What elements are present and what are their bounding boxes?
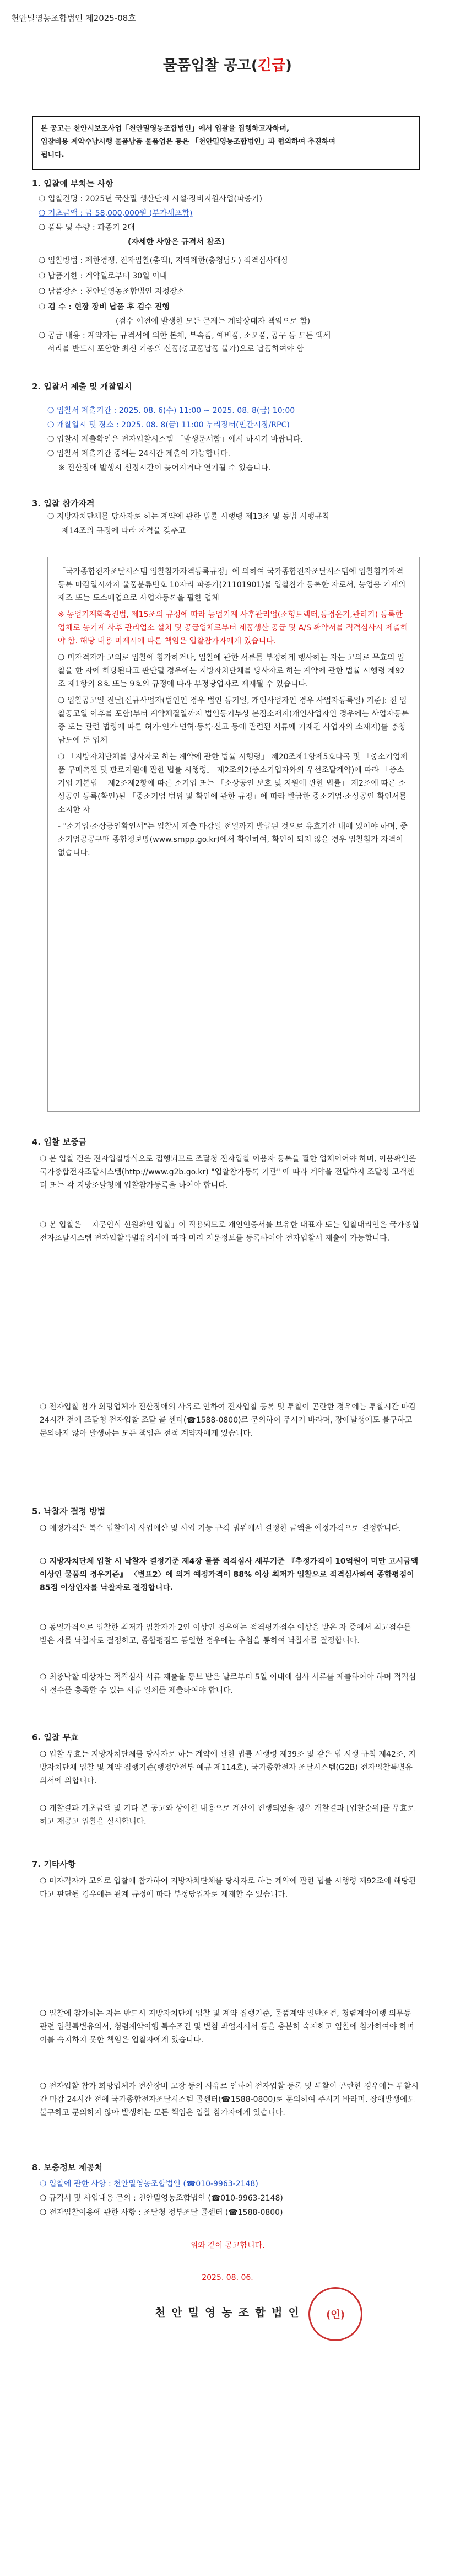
paragraph: ❍ 「지방자치단체를 당사자로 하는 계약에 관한 법률 시행령」 제20조제1항제5호다목 및 「중소기업제품 구매촉진 및 판로지원에 관한 법률 시행령」 제2조의2(중소기업자와의 우선조달계약)에 따라 「중소기업 기본법」 제2조제2항에 따른 소기업 또는 「소상공인 보호 및 지원에 관한 법률」 제2조에 따른 소상공인 등록(확인)된 「중소기업 범위 및 확인에 관한 규정」에 따라 발급한 중소기업·소상공인 확인서를 소지한 자 (58, 753, 408, 814)
section-heading: 3. 입찰 참가자격 (32, 498, 95, 508)
title-end: ) (285, 57, 292, 74)
summary-line: 됩니다. (41, 151, 64, 159)
section-heading: 6. 입찰 무효 (32, 1732, 79, 1742)
list-item: ❍ 품목 및 수량 : 파종기 2대 (39, 223, 135, 232)
paragraph: ❍ 최종낙찰 대상자는 적격심사 서류 제출을 통보 받은 날로부터 5일 이내에 심사 서류를 제출하여야 하며 적격심사 절수를 충족할 수 있는 서류 일체를 제출하여야 합니다. (40, 1673, 416, 1695)
list-item: 서리를 반드시 포함한 최신 기종의 신품(중고품납품 불가)으로 납품하여야 함 (47, 345, 304, 353)
list-note: (검수 이전에 발생한 모든 문제는 계약상대자 책임으로 함) (116, 317, 311, 326)
contact-item (40, 2178, 258, 2190)
paragraph: ❍ 입찰에 참가하는 자는 반드시 지방자치단체 입찰 및 계약 집행기준, 물품계약 일반조건, 청렴계약이행 의무등 관련 입찰특별유의서, 청렴계약이행 특수조건 및 별첨 과업지시서 등을 충분히 숙지하고 입찰에 참가하여야 하며 이를 숙지하지 못한 책임은 입찰자에게 있습니다. (40, 2009, 414, 2044)
paragraph: ❍ 미자격자가 고의로 입찰에 참가하거나, 입찰에 관한 서류를 부정하게 행사하는 자는 고의로 무효의 입찰을 한 자에 해당된다고 판단될 경우에는 지방자치단체를 당사자로 하는 계약에 관한 법률 시행령 제92조 제1항의 8호 또는 9호의 규정에 따라 부정당업자로 제재될 수 있습니다. (58, 653, 405, 689)
list-item: 제14조의 규정에 따라 자격을 갖추고 (62, 527, 186, 535)
summary-line: 본 공고는 천안시보조사업「천안밀영농조합법인」에서 입찰을 집행하고자하며, (41, 125, 289, 133)
paragraph: ❍ 지방자치단체 입찰 시 낙찰자 결정기준 제4장 물품 적격심사 세부기준 『추정가격이 10억원이 미만 고시금액 이상인 물품의 경우기준』 〈별표2〉에 의거 예정가격이 88% 이상 최저가 입찰으로 적격심사하여 종합평점이 85점 이상인자를 낙찰자로 결정합니다. (40, 1557, 419, 1592)
contact-text: ❍ 전자입찰이용에 관한 사항 : 조달청 정부조달 콜센터 (☎1588-0800) (40, 2208, 283, 2217)
issuer-name: 천 안 밀 영 농 조 합 법 인 (155, 2306, 300, 2319)
document-number: 천안밀영농조합법인 제2025-08호 (11, 13, 136, 23)
summary-line: 입찰비용 계약수납시행 물품납품 물품업은 등은 「천안밀영농조합법인」과 협의하여 추진하여 (41, 138, 335, 146)
page-title (0, 54, 455, 74)
contact-text: ❍ 규격서 및 사업내용 문의 : 천안밀영농조합법인 (☎010-9963-2148) (40, 2194, 283, 2203)
paragraph: ❍ 예정가격은 복수 입찰에서 사업예산 및 사업 기능 규격 범위에서 결정한 금액을 예정가격으로 결정합니다. (40, 1524, 402, 1533)
paragraph: ❍ 미자격자가 고의로 입찰에 참가하여 지방자치단체를 당사자로 하는 계약에 관한 법률 시행령 제92조에 해당된다고 판단될 경우에는 관계 규정에 따라 부정당업자로 제재할 수 있습니다. (40, 1877, 416, 1899)
paragraph: 「국가종합전자조달시스템 입찰참가자격등록규정」에 의하여 국가종합전자조달시스템에 입찰참가자격등록 마감일시까지 물품분류번호 10자리 파종기(21101901)를 입찰참가 등록한 자로서, 농업용 기계의 제조 또는 도소매업으로 사업자등록을 필한 업체 (58, 567, 406, 603)
list-item: ❍ 납품장소 : 천안밀영농조합법인 지정장소 (39, 287, 185, 296)
section-heading: 1. 입찰에 부치는 사항 (32, 179, 113, 189)
list-item: ❍ 개찰일시 및 장소 : 2025. 08. 8(금) 11:00 누리장터(민간시장/RPC) (47, 421, 290, 430)
list-item: ❍ 입찰방법 : 제한경쟁, 전자입찰(총액), 지역제한(충청남도) 적격심사대상 (39, 256, 289, 265)
warning-paragraph: ※ 농업기계화촉진법, 제15조의 규정에 따라 농업기계 사후관리업(소형트랙터,등경운기,관리기) 등록한 업체로 농기계 사후 관리업소 설치 및 공급업체로부터 제품생산 공급 및 A/S 확약서를 적격심사시 제출해야 함. 해당 내용 미제시에 따른 책임은 입찰참가자에게 있습니다. (58, 610, 408, 646)
paragraph: ❍ 입찰 무효는 지방자치단체를 당사자로 하는 계약에 관한 법률 시행령 제39조 및 같은 법 시행 규칙 제42조, 지방자치단체 입찰 및 계약 집행기준(행정안전부 예규 제114호), 국가종합전자 조달시스템(G2B) 전자입찰특별유의서에 의합니다. (40, 1750, 416, 1785)
list-item: ❍ 입찰서 제출확인은 전자입찰시스템 「발생문서함」에서 하시기 바랍니다. (47, 435, 303, 444)
paragraph: ❍ 전자입찰 참가 희망업체가 전산장애의 사유로 인하여 전자입찰 등록 및 투찰이 곤란한 경우에는 투찰시간 마감 24시간 전에 조달청 전자입찰 조달 콜 센터(☎1588-0800)로 문의하여 주시기 바라며, 장애발생에도 불구하고 문의하지 않아 발생하는 모든 책임은 전적 계약자에게 있습니다. (40, 1403, 416, 1438)
contact-text: ❍ 입찰에 관한 사항 : 천안밀영농조합법인 (☎010-9963-2148) (40, 2180, 258, 2188)
issue-date: 2025. 08. 06. (202, 2273, 253, 2282)
summary-box (32, 116, 420, 170)
closing-text: 위와 같이 공고합니다. (190, 2241, 265, 2250)
list-item: ❍ 기초금액 : 금 58,000,000원 (부가세포함) (39, 209, 193, 218)
list-item: ❍ 납품기한 : 계약일로부터 30일 이내 (39, 272, 167, 281)
contact-item (40, 2207, 283, 2219)
paragraph: ❍ 입찰공고일 전날[신규사업자(법인인 경우 법인 등기일, 개인사업자인 경우 사업자등록일) 기준]: 전 입찰공고일 이후를 포함)부터 계약체결일까지 법인등기부상 본점소재지(개인사업자인 경우에는 사업자등록증 또는 관련 법령에 따른 허가·인가·면허·등록·신고 등에 관련된 서류에 기재된 사업자의 소재지)를 충청남도에 둔 업체 (58, 696, 409, 745)
official-seal: (인) (308, 2287, 362, 2341)
list-note: (자세한 사항은 규격서 참조) (128, 238, 225, 246)
section-heading: 2. 입찰서 제출 및 개찰일시 (32, 382, 132, 391)
section-heading: 5. 낙찰자 결정 방법 (32, 1506, 106, 1516)
paragraph: ❍ 개찰결과 기초금액 및 기타 본 공고와 상이한 내용으로 계산이 진행되었을 경우 개찰결과 [입찰순위]를 무효로 하고 재공고 입찰을 실시합니다. (40, 1804, 415, 1826)
paragraph: ❍ 본 입찰 건은 전자입찰방식으로 집행되므로 조달청 전자입찰 이용자 등록을 필한 업체이어야 하며, 이용확인은 국가종합전자조달시스템(http://www.g2b.go.kr) "입찰참가등록 기관" 에 따라 계약을 전달하지 조달청 고객센터 또는 각 지방조달청에 입찰참가등록을 하여야 합니다. (40, 1155, 416, 1190)
list-item: ❍ 공급 내용 : 계약자는 규격서에 의한 본체, 부속품, 예비품, 소모품, 공구 등 모든 액세 (39, 331, 331, 340)
title-highlight: 긴급 (257, 57, 285, 74)
list-item: ❍ 지방자치단체를 당사자로 하는 계약에 관한 법률 시행령 제13조 및 동법 시행규칙 (47, 512, 330, 521)
section-heading: 7. 기타사항 (32, 1859, 76, 1869)
paragraph: ❍ 동일가격으로 입찰한 최저가 입찰자가 2인 이상인 경우에는 적격평가점수 이상을 받은 자 중에서 최고점수를 받은 자를 낙찰자로 결정하고, 종합평점도 동일한 경우에는 추첨을 통하여 낙찰자를 결정합니다. (40, 1623, 411, 1645)
section-heading: 8. 보충정보 제공처 (32, 2162, 103, 2172)
qualification-box (47, 557, 420, 1112)
list-item: ❍ 입찰건명 : 2025년 국산밀 생산단지 시설·장비지원사업(파종기) (39, 195, 263, 203)
paragraph: ❍ 본 입찰은 「지문인식 신원확인 입찰」이 적용되므로 개인인증서를 보유한 대표자 또는 입찰대리인은 국가종합전자조달시스템 전자입찰특별유의서에 따라 미리 지문정보를 등록하여야 전자입찰서 제출이 가능합니다. (40, 1221, 420, 1243)
contact-item (40, 2192, 283, 2204)
paragraph: ❍ 전자입찰 참가 희망업체가 전산장비 고장 등의 사유로 인하여 전자입찰 등록 및 투찰이 곤란한 경우에는 투찰시간 마감 24시간 전에 국가종합전자조달시스템 콜센터(☎1588-0800)로 문의하여 주시기 바라며, 장애발생에도 불구하고 문의하지 않아 발생하는 모든 책임은 입찰 참가자에게 있습니다. (40, 2082, 419, 2117)
list-item: ❍ 입찰서 제출기간 : 2025. 08. 6(수) 11:00 ~ 2025. 08. 8(금) 10:00 (47, 406, 295, 415)
list-item: ❍ 검 수 : 현장 장비 납품 후 검수 진행 (39, 303, 170, 312)
section-heading: 4. 입찰 보증금 (32, 1137, 87, 1147)
list-item: ❍ 입찰서 제출기간 중에는 24시간 제출이 가능합니다. (47, 449, 230, 458)
list-note: ※ 전산장애 발생시 선정시간이 늦어지거나 연기될 수 있습니다. (58, 464, 271, 473)
title-main: 물품입찰 공고( (163, 57, 258, 74)
paragraph: - "소기업·소상공인확인서"는 입찰서 제출 마감일 전일까지 발급된 것으로 유효기간 내에 있어야 하며, 중소기업공공구매 종합정보망(www.smpp.go.kr)에서 확인하여, 확인이 되지 않을 경우 입찰참가 자격이 없습니다. (58, 822, 408, 857)
